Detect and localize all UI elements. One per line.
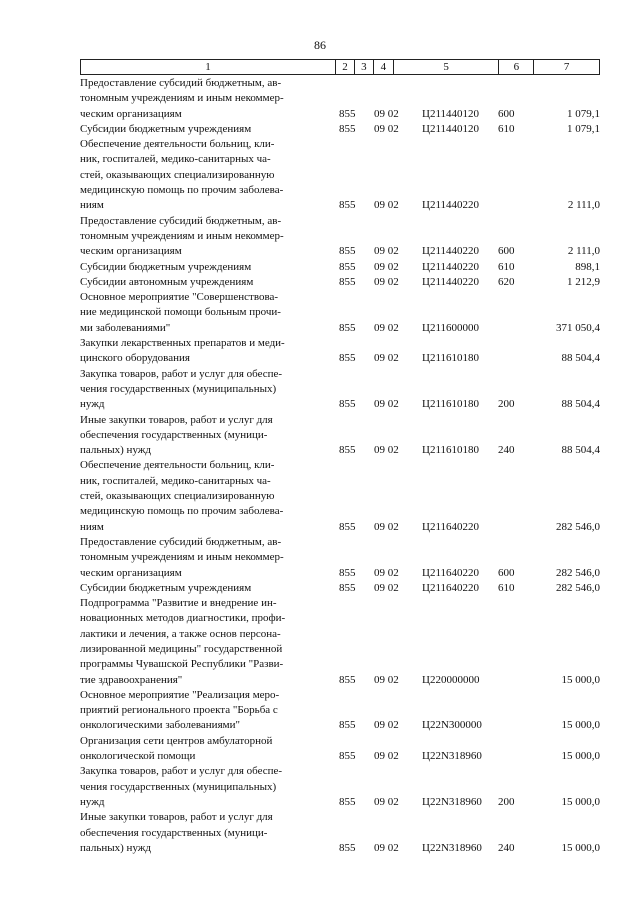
- description-line: тономным учреждениям и иным некоммер-: [80, 551, 284, 564]
- target-article-code: Ц211440220: [422, 260, 480, 273]
- description-line: Иные закупки товаров, работ и услуг для: [80, 413, 273, 426]
- description-line: ниям: [80, 199, 104, 212]
- amount: 88 504,4: [561, 444, 600, 457]
- expense-type-code: 610: [498, 581, 515, 594]
- table-body: [80, 76, 600, 856]
- ministry-code: 855: [339, 199, 356, 212]
- row-description: [80, 810, 336, 856]
- amount: 88 504,4: [561, 352, 600, 365]
- description-line: ческим организациям: [80, 245, 182, 258]
- row-description: [80, 122, 336, 137]
- description-line: ниям: [80, 520, 104, 533]
- amount: 15 000,0: [561, 719, 600, 732]
- description-line: нужд: [80, 398, 105, 411]
- section-code: 09 02: [374, 841, 399, 854]
- row-description: [80, 214, 336, 260]
- amount: 15 000,0: [561, 795, 600, 808]
- description-line: онкологической помощи: [80, 750, 196, 763]
- page-number: 86: [314, 38, 326, 52]
- description-line: новационных методов диагностики, профи-: [80, 612, 286, 625]
- description-line: чения государственных (муниципальных): [80, 780, 277, 793]
- row-description: [80, 764, 336, 810]
- table-row: [80, 688, 600, 734]
- description-line: ник, госпиталей, медико-санитарных ча-: [80, 153, 271, 166]
- header-col-6: 6: [499, 60, 534, 74]
- header-col-1: 1: [81, 60, 336, 74]
- section-code: 09 02: [374, 107, 399, 120]
- table-row: [80, 336, 600, 367]
- expense-type-code: 240: [498, 444, 515, 457]
- description-line: Подпрограмма "Развитие и внедрение ин-: [80, 597, 277, 610]
- description-line: ми заболеваниями": [80, 321, 171, 334]
- description-line: стей, оказывающих специализированную: [80, 168, 275, 181]
- amount: 371 050,4: [556, 321, 600, 334]
- amount: 282 546,0: [556, 566, 600, 579]
- table-row: [80, 810, 600, 856]
- target-article-code: Ц211610180: [422, 352, 480, 365]
- description-line: цинского оборудования: [80, 352, 190, 365]
- description-line: Основное мероприятие "Реализация меро-: [80, 688, 280, 701]
- target-article-code: Ц211440220: [422, 275, 480, 288]
- ministry-code: 855: [339, 275, 356, 288]
- description-line: Предоставление субсидий бюджетным, ав-: [80, 77, 282, 89]
- header-col-2: 2: [336, 60, 355, 74]
- target-article-code: Ц220000000: [422, 673, 480, 686]
- description-line: лактики и лечения, а также основ персона-: [80, 627, 281, 640]
- ministry-code: 855: [339, 566, 356, 579]
- description-line: тие здравоохранения": [80, 673, 183, 686]
- row-description: [80, 137, 336, 213]
- header-col-5: 5: [394, 60, 500, 74]
- description-line: Основное мероприятие "Совершенствова-: [80, 291, 279, 304]
- expense-type-code: 240: [498, 841, 515, 854]
- expense-type-code: 610: [498, 260, 515, 273]
- section-code: 09 02: [374, 199, 399, 212]
- description-line: ческим организациям: [80, 107, 182, 120]
- ministry-code: 855: [339, 245, 356, 258]
- amount: 15 000,0: [561, 673, 600, 686]
- description-line: Обеспечение деятельности больниц, кли-: [80, 459, 275, 472]
- row-description: [80, 275, 336, 290]
- header-col-4: 4: [374, 60, 394, 74]
- table-row: [80, 581, 600, 596]
- row-description: [80, 76, 336, 122]
- table-row: [80, 367, 600, 413]
- description-line: нужд: [80, 795, 105, 808]
- description-line: приятий регионального проекта "Борьба с: [80, 704, 278, 717]
- target-article-code: Ц211440120: [422, 107, 480, 120]
- row-description: [80, 688, 336, 734]
- description-line: обеспечения государственных (муници-: [80, 826, 268, 839]
- amount: 88 504,4: [561, 398, 600, 411]
- expense-type-code: 620: [498, 275, 515, 288]
- description-line: Иные закупки товаров, работ и услуг для: [80, 811, 273, 824]
- row-description: [80, 535, 336, 581]
- table-row: [80, 214, 600, 260]
- ministry-code: 855: [339, 107, 356, 120]
- section-code: 09 02: [374, 245, 399, 258]
- expense-type-code: 200: [498, 795, 515, 808]
- target-article-code: Ц22N300000: [422, 719, 482, 732]
- description-line: Субсидии автономным учреждениям: [80, 275, 254, 288]
- section-code: 09 02: [374, 581, 399, 594]
- ministry-code: 855: [339, 352, 356, 365]
- description-line: обеспечения государственных (муници-: [80, 428, 268, 441]
- ministry-code: 855: [339, 795, 356, 808]
- ministry-code: 855: [339, 321, 356, 334]
- table-row: [80, 76, 600, 122]
- amount: 15 000,0: [561, 841, 600, 854]
- table-row: [80, 290, 600, 336]
- section-code: 09 02: [374, 444, 399, 457]
- expense-type-code: 600: [498, 245, 515, 258]
- amount: 282 546,0: [556, 581, 600, 594]
- description-line: пальных) нужд: [80, 841, 152, 854]
- row-description: [80, 367, 336, 413]
- amount: 1 079,1: [567, 107, 600, 120]
- description-line: ческим организациям: [80, 566, 182, 579]
- amount: 2 111,0: [567, 199, 600, 212]
- description-line: лизированной медицины" государственной: [80, 642, 283, 655]
- row-description: [80, 290, 336, 336]
- description-line: медицинскую помощь по прочим заболева-: [80, 184, 284, 197]
- target-article-code: Ц22N318960: [422, 750, 482, 763]
- description-line: Субсидии бюджетным учреждениям: [80, 122, 252, 135]
- section-code: 09 02: [374, 275, 399, 288]
- table-row: [80, 458, 600, 534]
- target-article-code: Ц211440220: [422, 199, 480, 212]
- target-article-code: Ц211600000: [422, 321, 480, 334]
- description-line: Организация сети центров амбулаторной: [80, 734, 273, 747]
- amount: 15 000,0: [561, 750, 600, 763]
- table-row: [80, 596, 600, 688]
- table-row: [80, 122, 600, 137]
- table-row: [80, 734, 600, 765]
- amount: 1 212,9: [567, 275, 600, 288]
- table-row: [80, 535, 600, 581]
- description-line: пальных) нужд: [80, 444, 152, 457]
- target-article-code: Ц22N318960: [422, 795, 482, 808]
- ministry-code: 855: [339, 581, 356, 594]
- target-article-code: Ц211640220: [422, 581, 480, 594]
- row-description: [80, 458, 336, 534]
- section-code: 09 02: [374, 260, 399, 273]
- row-description: [80, 596, 336, 688]
- description-line: ние медицинской помощи больным прочи-: [80, 306, 281, 319]
- ministry-code: 855: [339, 398, 356, 411]
- table-header: [80, 59, 600, 75]
- table-row: [80, 764, 600, 810]
- description-line: Предоставление субсидий бюджетным, ав-: [80, 535, 282, 548]
- description-line: Закупка товаров, работ и услуг для обеспе-: [80, 765, 283, 778]
- section-code: 09 02: [374, 750, 399, 763]
- target-article-code: Ц211640220: [422, 520, 480, 533]
- target-article-code: Ц211440120: [422, 122, 480, 135]
- description-line: чения государственных (муниципальных): [80, 382, 277, 395]
- amount: 282 546,0: [556, 520, 600, 533]
- target-article-code: Ц211640220: [422, 566, 480, 579]
- table-row: [80, 413, 600, 459]
- ministry-code: 855: [339, 673, 356, 686]
- row-description: [80, 581, 336, 596]
- ministry-code: 855: [339, 841, 356, 854]
- section-code: 09 02: [374, 352, 399, 365]
- description-line: тономным учреждениям и иным некоммер-: [80, 229, 284, 242]
- target-article-code: Ц211610180: [422, 398, 480, 411]
- table-row: [80, 275, 600, 290]
- section-code: 09 02: [374, 719, 399, 732]
- section-code: 09 02: [374, 398, 399, 411]
- ministry-code: 855: [339, 750, 356, 763]
- description-line: онкологическими заболеваниями": [80, 719, 240, 732]
- expense-type-code: 200: [498, 398, 515, 411]
- amount: 2 111,0: [567, 245, 600, 258]
- description-line: Обеспечение деятельности больниц, кли-: [80, 138, 275, 151]
- section-code: 09 02: [374, 795, 399, 808]
- ministry-code: 855: [339, 719, 356, 732]
- description-line: тономным учреждениям и иным некоммер-: [80, 92, 284, 105]
- section-code: 09 02: [374, 122, 399, 135]
- row-description: [80, 336, 336, 367]
- ministry-code: 855: [339, 260, 356, 273]
- row-description: [80, 413, 336, 459]
- header-col-7: 7: [563, 61, 570, 73]
- ministry-code: 855: [339, 444, 356, 457]
- expense-type-code: 600: [498, 566, 515, 579]
- ministry-code: 855: [339, 520, 356, 533]
- target-article-code: Ц211440220: [422, 245, 480, 258]
- table-row: [80, 260, 600, 275]
- description-line: Предоставление субсидий бюджетным, ав-: [80, 214, 282, 227]
- section-code: 09 02: [374, 520, 399, 533]
- description-line: программы Чувашской Республики "Разви-: [80, 658, 284, 671]
- expense-type-code: 610: [498, 122, 515, 135]
- section-code: 09 02: [374, 321, 399, 334]
- amount: 898,1: [575, 260, 600, 273]
- expense-type-code: 600: [498, 107, 515, 120]
- ministry-code: 855: [339, 122, 356, 135]
- description-line: Закупка товаров, работ и услуг для обеспе-: [80, 367, 283, 380]
- section-code: 09 02: [374, 566, 399, 579]
- description-line: Субсидии бюджетным учреждениям: [80, 260, 252, 273]
- row-description: [80, 734, 336, 765]
- description-line: Закупки лекарственных препаратов и меди-: [80, 337, 285, 350]
- target-article-code: Ц211610180: [422, 444, 480, 457]
- table-row: [80, 137, 600, 213]
- description-line: стей, оказывающих специализированную: [80, 490, 275, 503]
- description-line: ник, госпиталей, медико-санитарных ча-: [80, 474, 271, 487]
- header-col-3: 3: [355, 60, 374, 74]
- row-description: [80, 260, 336, 275]
- target-article-code: Ц22N318960: [422, 841, 482, 854]
- section-code: 09 02: [374, 673, 399, 686]
- amount: 1 079,1: [567, 122, 600, 135]
- description-line: медицинскую помощь по прочим заболева-: [80, 505, 284, 518]
- description-line: Субсидии бюджетным учреждениям: [80, 581, 252, 594]
